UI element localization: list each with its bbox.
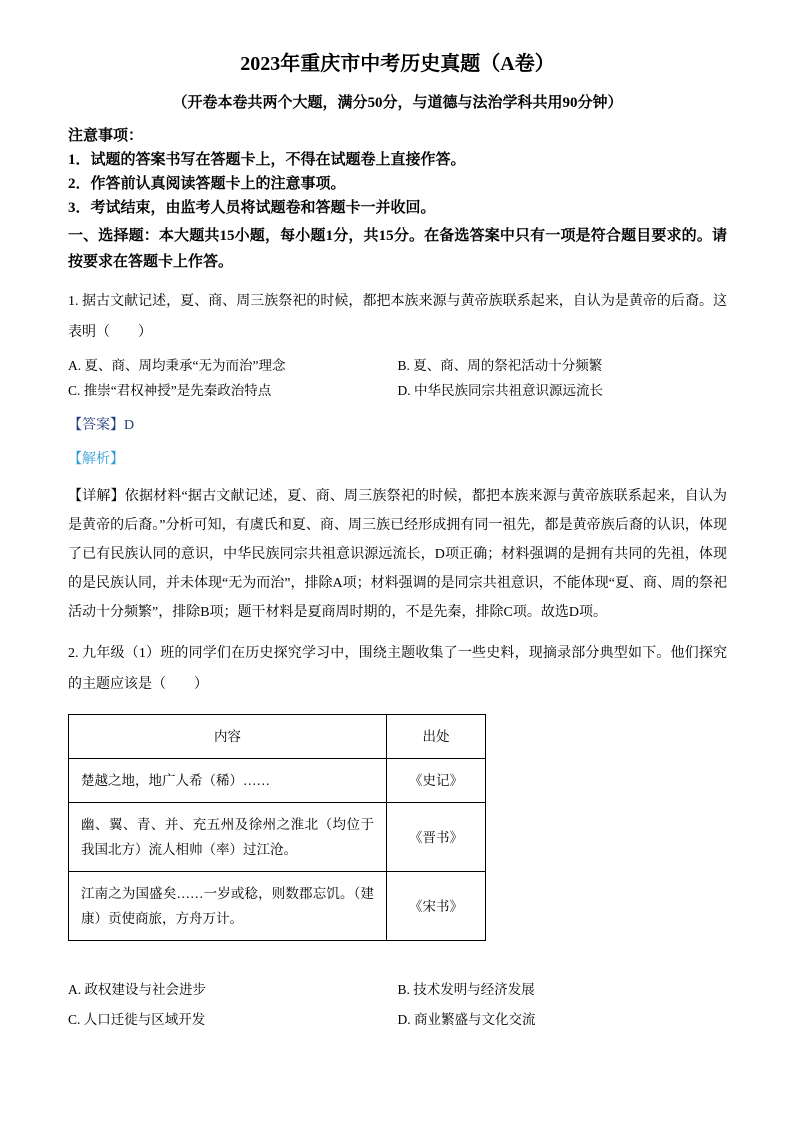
notice-item-3: 3．考试结束，由监考人员将试题卷和答题卡一并收回。 — [68, 200, 436, 216]
question-1-answer-line — [68, 415, 727, 437]
table-row-3-source: 《宋书》 — [387, 872, 486, 941]
question-1-options — [68, 353, 727, 403]
question-1-stem: 1. 据古文献记述，夏、商、周三族祭祀的时候，都把本族来源与黄帝族联系起来，自认为是黄帝的后裔。这表明（ ） — [68, 294, 727, 340]
question-2-stem: 2. 九年级（1）班的同学们在历史探究学习中，围绕主题收集了一些史料，现摘录部分典型如下。他们探究的主题应该是（ ） — [68, 646, 727, 692]
notice-item-1: 1．试题的答案书写在答题卡上，不得在试题卷上直接作答。 — [68, 152, 466, 168]
question-2-option-d: D. 商业繁盛与文化交流 — [397, 1012, 536, 1027]
question-1-explanation: 【详解】依据材料“据古文献记述，夏、商、周三族祭祀的时候，都把本族来源与黄帝族联系起来，自认为是黄帝的后裔。”分析可知，有虞氏和夏、商、周三族已经形成拥有同一祖先，都是黄帝族后裔的认识，体现了已有民族认同的意识，中华民族同宗共祖意识源远流长，D项正确；材料强调的是拥有共同的先祖，体现的是民族认同，并未体现“无为而治”，排除A项；材料强调的是同宗共祖意识，不能体现“夏、商、周的祭祀活动十分频繁”，排除B项；题干材料是夏商周时期的，不是先秦，排除C项。故选D项。 — [68, 489, 727, 620]
section-header-choice-questions: 一、选择题：本大题共15小题，每小题1分，共15分。在备选答案中只有一项是符合题目要求的。请按要求在答题卡上作答。 — [68, 228, 727, 270]
table-row-1-source: 《史记》 — [387, 759, 486, 803]
table-row-1 — [69, 759, 486, 803]
table-row-1-content: 楚越之地，地广人希（稀）…… — [69, 759, 387, 803]
answer-value: D — [124, 418, 135, 433]
question-2-source-table — [68, 714, 486, 941]
question-1-analysis-label: 【解析】 — [68, 452, 124, 467]
exam-subtitle: （开卷本卷共两个大题，满分50分，与道德与法治学科共用90分钟） — [172, 95, 623, 111]
notice-item-2: 2．作答前认真阅读答题卡上的注意事项。 — [68, 176, 346, 192]
question-1-option-a: A. 夏、商、周均秉承“无为而治”理念 — [68, 358, 286, 373]
question-2-option-c: C. 人口迁徙与区域开发 — [68, 1012, 206, 1027]
table-row-2-content: 幽、翼、青、并、充五州及徐州之淮北（均位于我国北方）流人相帅（率）过江沧。 — [69, 803, 387, 872]
table-row-2 — [69, 803, 486, 872]
question-2-option-b: B. 技术发明与经济发展 — [397, 982, 535, 997]
question-1-option-b: B. 夏、商、周的祭祀活动十分频繁 — [397, 358, 603, 373]
question-2-options — [68, 975, 727, 1035]
table-row-2-source: 《晋书》 — [387, 803, 486, 872]
table-header-content: 内容 — [69, 715, 387, 759]
table-row-3 — [69, 872, 486, 941]
answer-label: 【答案】 — [68, 418, 124, 433]
table-header-row — [69, 715, 486, 759]
page-title: 2023年重庆市中考历史真题（A卷） — [240, 53, 555, 75]
table-row-3-content: 江南之为国盛矣……一岁或稔，则数郡忘饥。（建康）贡使商旅，方舟万计。 — [69, 872, 387, 941]
question-1-option-c: C. 推崇“君权神授”是先秦政治特点 — [68, 383, 272, 398]
table-header-source: 出处 — [387, 715, 486, 759]
question-2-option-a: A. 政权建设与社会进步 — [68, 982, 206, 997]
notice-header: 注意事项： — [68, 128, 144, 144]
question-1-option-d: D. 中华民族同宗共祖意识源远流长 — [397, 383, 603, 398]
